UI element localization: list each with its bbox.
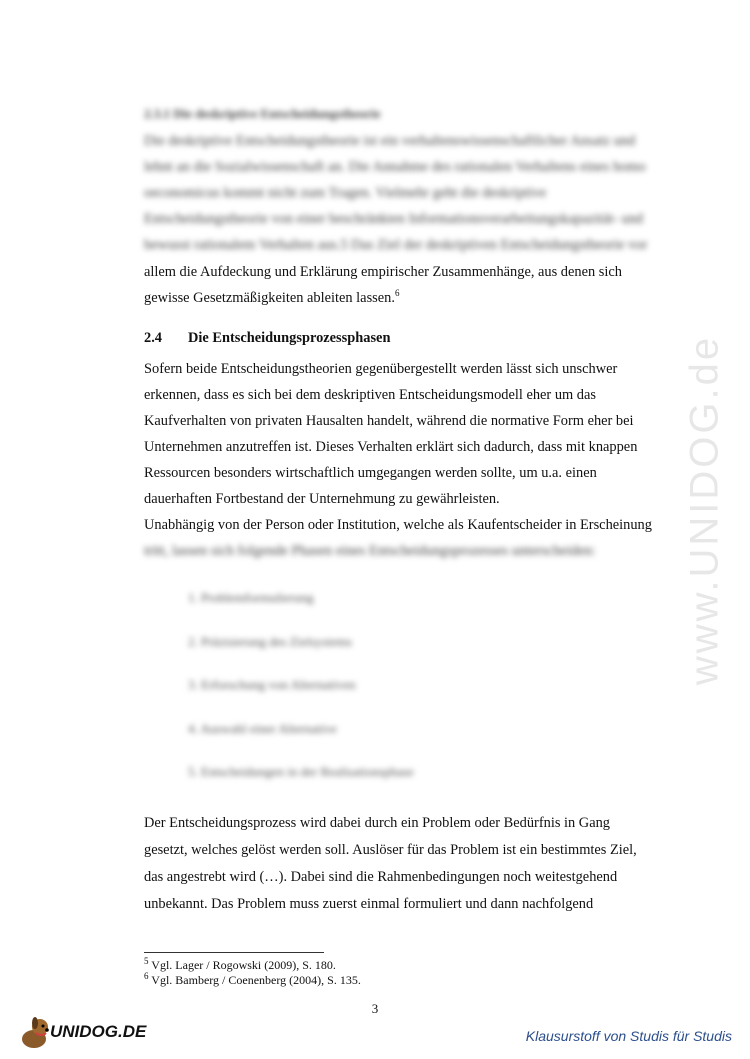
list-item: 4. Auswahl einer Alternative <box>188 720 337 736</box>
list-item: 1. Problemformulierung <box>188 590 314 605</box>
text-line: Unternehmen anzutreffen ist. Dieses Verhalten erklärt sich dadurch, dass mit knappen <box>144 439 638 455</box>
section-number: 2.4 <box>144 330 162 346</box>
text-line: erkennen, dass es sich bei dem deskriptiven Entscheidungsmodell eher um das <box>144 387 596 403</box>
text-line: gesetzt, welches gelöst werden soll. Auslöser für das Problem ist ein bestimmtes Ziel, <box>144 842 637 858</box>
text-line: Kaufverhalten von privaten Hausalten handelt, während die normative Form eher bei <box>144 413 634 429</box>
list-item: 3. Erforschung von Alternativen <box>188 677 356 692</box>
page-number: 3 <box>371 1001 379 1016</box>
text-line: allem die Aufdeckung und Erklärung empirischer Zusammenhänge, aus denen sich <box>144 264 622 280</box>
tagline: Klausurstoff von Studis für Studis <box>525 1028 732 1044</box>
text-line: unbekannt. Das Problem muss zuerst einmal formuliert und dann nachfolgend <box>144 896 594 912</box>
text-line: bewusst rationalem Verhalten aus.5 Das Ziel der deskriptiven Entscheidungstheorie vor <box>144 237 648 253</box>
text-line: Ressourcen besonders wirtschaftlich umgegangen werden sollte, um u.a. einen <box>144 465 597 481</box>
text-line: tritt, lassen sich folgende Phasen eines Entscheidungsprozesses unterscheiden: <box>144 543 596 559</box>
text-line: Sofern beide Entscheidungstheorien gegenübergestellt werden lässt sich unschwer <box>144 361 618 377</box>
footnote-6: $^6$ Vgl. Bamberg / Coenenberg (2004), S. 135. <box>144 971 361 987</box>
text-line: dauerhaften Fortbestand der Unternehmung zu gewährleisten. <box>144 491 500 507</box>
text-line: gewisse Gesetzmäßigkeiten ableiten lassen.$^6$ <box>144 288 400 306</box>
phase-list <box>188 590 414 808</box>
watermark: www.UNIDOG.de <box>682 334 727 686</box>
section-heading-24 <box>144 330 390 347</box>
text-line: oeconomicus kommt nicht zum Tragen. Vielmehr geht die deskriptive <box>144 185 547 201</box>
text-line: Die deskriptive Entscheidungstheorie ist ein verhaltenswissenschaftlicher Ansatz und <box>144 133 636 149</box>
section-heading-231: 2.3.1 Die deskriptive Entscheidungstheorie <box>144 106 381 121</box>
logo-text: UNIDOG.DE <box>50 1022 147 1041</box>
paragraph-231-end <box>144 259 679 311</box>
text-line: Unabhängig von der Person oder Institution, welche als Kaufentscheider in Erscheinung <box>144 517 652 533</box>
list-item: 2. Präzisierung des Zielsystems <box>188 633 352 649</box>
text-line: Entscheidungstheorie von einer beschränkten Informationsverarbeitungskapazität- und <box>144 211 644 227</box>
footnote-5: $^5$ Vgl. Lager / Rogowski (2009), S. 180. <box>144 956 336 972</box>
footnote-ref: 6 <box>394 288 400 299</box>
paragraph-3 <box>144 810 679 918</box>
paragraph-1 <box>144 356 679 564</box>
list-item: 5. Entscheidungen in der Realisationsphase <box>188 764 414 779</box>
text-line: lehnt an die Sozialwissenschaft an. Die Annahme des rationalen Verhaltens eines homo <box>144 159 646 175</box>
text-line: das angestrebt wird (…). Dabei sind die Rahmenbedingungen noch weitestgehend <box>144 869 618 885</box>
text-line: Der Entscheidungsprozess wird dabei durch ein Problem oder Bedürfnis in Gang <box>144 815 610 831</box>
section-title: Die Entscheidungsprozessphasen <box>188 330 391 346</box>
blurred-paragraph <box>144 128 679 258</box>
footnote-separator <box>144 952 324 953</box>
